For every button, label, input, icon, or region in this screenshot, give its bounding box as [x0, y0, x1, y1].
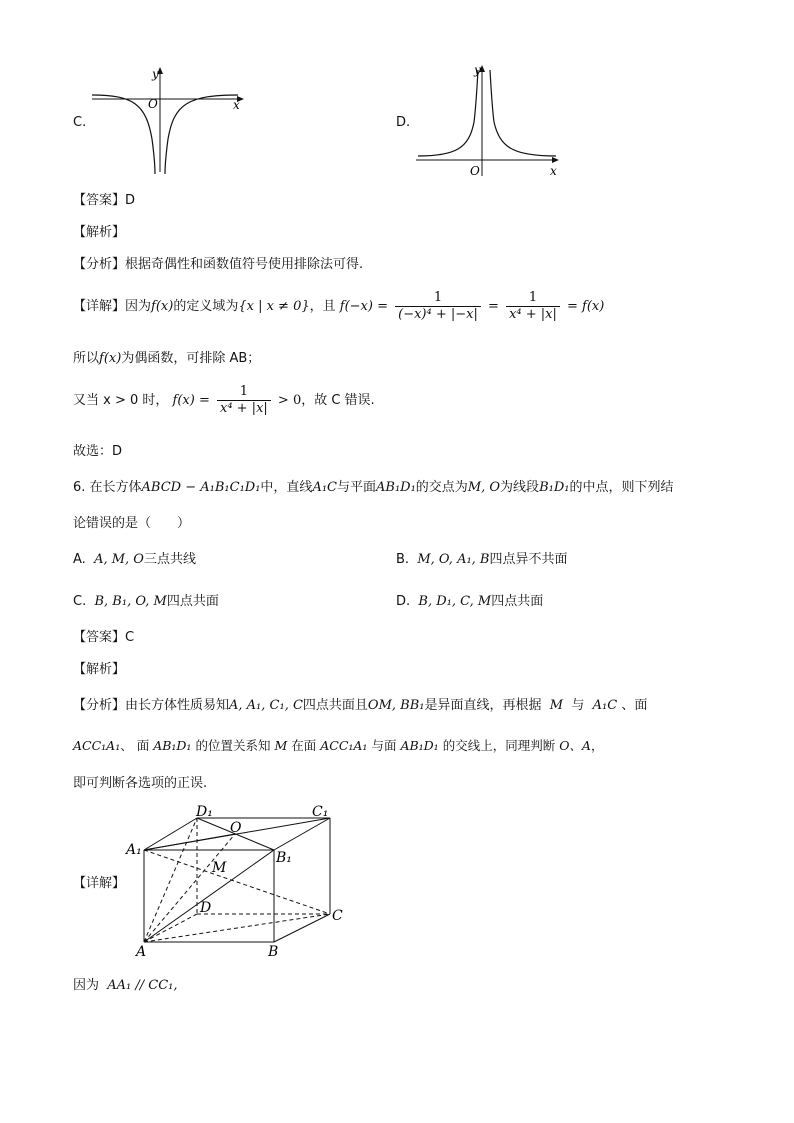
q5-f-neg-x: f(−x) =	[339, 299, 388, 314]
label-c1: C₁	[312, 804, 329, 820]
graph-c-y-label: y	[152, 67, 159, 81]
q6-stem-d: 的交点为	[415, 480, 468, 495]
q6-line2-plane1: ACC₁A₁	[73, 738, 121, 753]
q5-detail-text2: 的定义域为	[173, 299, 239, 314]
q5-pos-fx: f(x) =	[172, 393, 210, 408]
option-d-label: D.	[396, 115, 411, 130]
q6-fenxi-points: A, A₁, C₁, C	[229, 698, 303, 713]
q5-even-a: 所以	[73, 351, 100, 366]
q6-fenxi-m: M	[549, 698, 564, 713]
q6-stem-plane: AB₁D₁	[376, 480, 416, 495]
q6-opt-b-points: M, O, A₁, B	[417, 552, 490, 567]
q6-stem-e: 为线段	[500, 480, 540, 495]
q6-fenxi-om: OM, BB₁	[367, 698, 425, 713]
graph-c-origin-label: O	[148, 97, 158, 111]
q6-opt-d-label: D.	[396, 594, 411, 609]
q5-frac2-den: x⁴ + |x|	[509, 307, 557, 322]
q6-opt-a-label: A.	[73, 552, 86, 567]
q6-because-a: 因为	[73, 978, 100, 993]
q5-detail-tag: 【详解】	[73, 299, 126, 314]
q5-positive-line	[73, 382, 375, 420]
q5-analysis-title: 【解析】	[73, 225, 126, 240]
q6-stem-line1	[73, 479, 673, 497]
q6-line2-d: 与面	[371, 738, 397, 753]
q5-eq-f: = f(x)	[567, 299, 605, 314]
q5-pos-b: ，故 C 错误.	[301, 393, 375, 408]
label-b: B	[268, 944, 279, 960]
q6-line2-m: M	[274, 738, 288, 753]
q6-stem-a: 6. 在长方体	[73, 480, 142, 495]
graph-d-y-label: y	[474, 63, 481, 77]
q6-line2-c: 在面	[291, 738, 317, 753]
q5-pos-gt: > 0	[277, 393, 302, 408]
q6-option-a	[73, 551, 196, 569]
graph-d-origin-label: O	[470, 164, 480, 178]
q5-detail-text3: ，且	[309, 299, 336, 314]
q6-stem-b: 中，直线	[260, 480, 313, 495]
q6-stem-f: 的中点，则下列结	[569, 480, 674, 495]
q6-line2-plane3: ACC₁A₁	[320, 738, 368, 753]
q6-detail-tag: 【详解】	[73, 876, 126, 891]
label-a: A	[136, 944, 147, 960]
graph-option-d	[414, 62, 564, 180]
q6-line2-oa: O、A	[559, 738, 591, 753]
q6-option-d	[396, 593, 543, 611]
q5-even-b: 为偶函数，可排除 AB；	[121, 351, 261, 366]
q6-stem-box: ABCD − A₁B₁C₁D₁	[141, 480, 261, 495]
q6-line2-f: ，	[590, 738, 604, 753]
label-c: C	[332, 908, 343, 924]
q6-fenxi-line1	[73, 697, 647, 715]
q6-line2-plane2: AB₁D₁	[153, 738, 192, 753]
q5-even-line	[73, 350, 260, 368]
q6-opt-a-text: 三点共线	[143, 552, 196, 567]
q6-stem-line2: 论错误的是（ ）	[73, 516, 191, 531]
q5-eq: =	[488, 299, 499, 314]
q5-pos-frac-num: 1	[217, 384, 271, 401]
q6-because-line	[73, 977, 178, 995]
q5-detail-text1: 因为	[125, 299, 152, 314]
q5-fenxi: 【分析】根据奇偶性和函数值符号使用排除法可得.	[73, 257, 364, 272]
q5-fx: f(x)	[151, 299, 174, 314]
q5-frac2-num: 1	[506, 290, 560, 307]
q6-fenxi-a: 【分析】由长方体性质易知	[73, 698, 230, 713]
q6-fenxi-c: 是异面直线，再根据	[424, 698, 542, 713]
q6-answer: 【答案】C	[73, 630, 135, 645]
q6-fenxi-d: 与	[571, 698, 585, 713]
q6-opt-c-points: B, B₁, O, M	[94, 594, 167, 609]
q6-stem-line: A₁C	[312, 480, 337, 495]
q6-opt-c-label: C.	[73, 594, 87, 609]
label-d1: D₁	[196, 804, 213, 820]
q6-because-expr: AA₁ // CC₁,	[107, 978, 178, 993]
graph-option-c	[88, 64, 248, 176]
q5-detail	[73, 288, 604, 326]
q6-opt-b-label: B.	[396, 552, 410, 567]
graph-c-x-label: x	[233, 98, 240, 112]
q6-opt-d-points: B, D₁, C, M	[418, 594, 492, 609]
q5-domain: {x | x ≠ 0}	[238, 299, 310, 314]
q5-frac1-num: 1	[395, 290, 481, 307]
q5-frac1-den: (−x)⁴ + |−x|	[398, 307, 478, 322]
cuboid-figure	[122, 800, 352, 960]
q6-line2-b: 的位置关系知	[195, 738, 271, 753]
q6-opt-b-text: 四点异不共面	[489, 552, 568, 567]
q6-opt-d-text: 四点共面	[491, 594, 544, 609]
q6-analysis-title: 【解析】	[73, 662, 126, 677]
q5-pos-fraction	[217, 384, 271, 417]
q5-fraction-1	[395, 290, 481, 323]
q6-fenxi-e: 、面	[621, 698, 648, 713]
q5-choose: 故选：D	[73, 444, 123, 459]
q6-stem-seg: B₁D₁	[539, 480, 570, 495]
q6-fenxi-line2	[73, 737, 603, 755]
q6-stem-mo: M, O	[467, 480, 501, 495]
q6-opt-c-text: 四点共面	[166, 594, 219, 609]
q5-pos-frac-den: x⁴ + |x|	[219, 401, 268, 416]
q6-fenxi-line3: 即可判断各选项的正误.	[73, 776, 208, 791]
graph-d-x-label: x	[550, 164, 557, 178]
q6-opt-a-points: A, M, O	[94, 552, 144, 567]
q5-answer: 【答案】D	[73, 193, 136, 208]
q6-fenxi-b: 四点共面且	[302, 698, 368, 713]
q5-even-fx: f(x)	[99, 351, 122, 366]
label-d: D	[200, 900, 212, 916]
label-o: O	[230, 820, 242, 836]
label-b1: B₁	[276, 850, 292, 866]
q6-line2-e: 的交线上，同理判断	[442, 738, 556, 753]
label-a1: A₁	[126, 842, 142, 858]
q6-line2-plane4: AB₁D₁	[400, 738, 439, 753]
q5-pos-a: 又当 x > 0 时，	[73, 393, 169, 408]
option-c-label: C.	[73, 115, 87, 130]
q6-line2-a: 、 面	[120, 738, 150, 753]
label-m: M	[212, 860, 227, 876]
q6-fenxi-a1c: A₁C	[592, 698, 618, 713]
q6-stem-c: 与平面	[336, 480, 376, 495]
q6-option-c	[73, 593, 219, 611]
q5-fraction-2	[506, 290, 560, 323]
q6-option-b	[396, 551, 568, 569]
